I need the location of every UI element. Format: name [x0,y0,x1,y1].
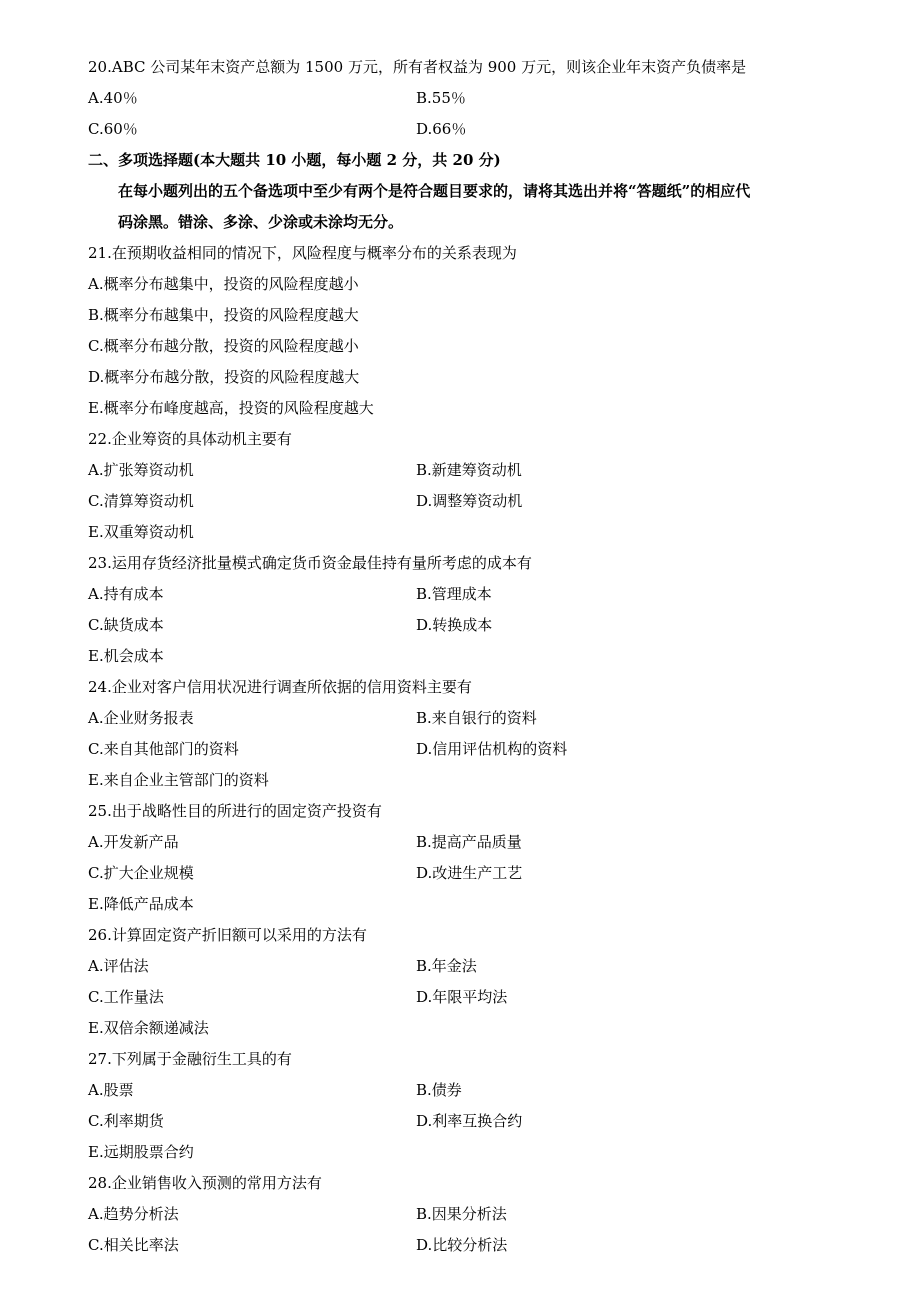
q20-option-a: A.40％ [88,89,138,107]
q21-stem: 21.在预期收益相同的情况下，风险程度与概率分布的关系表现为 [88,244,517,262]
q27-stem: 27.下列属于金融衍生工具的有 [88,1050,292,1068]
q26-options-row-1 [88,951,848,982]
q28-options-row-2 [88,1230,848,1261]
q25-stem: 25.出于战略性目的所进行的固定资产投资有 [88,802,382,820]
q20-stem: 20.ABC 公司某年末资产总额为 1500 万元，所有者权益为 900 万元，则该企业年末资产负债率是 [88,58,747,76]
q26-options-row-2 [88,982,848,1013]
q21-option-b: B.概率分布越集中，投资的风险程度越大 [88,306,359,324]
q22-option-b: B.新建筹资动机 [416,461,522,479]
q26-stem: 26.计算固定资产折旧额可以采用的方法有 [88,926,367,944]
q25-option-e: E.降低产品成本 [88,895,194,913]
q24-option-c: C.来自其他部门的资料 [88,740,239,758]
q21-option-e: E.概率分布峰度越高，投资的风险程度越大 [88,399,374,417]
q22-option-e: E.双重筹资动机 [88,523,194,541]
q24-options-row-1 [88,703,848,734]
q28-option-c: C.相关比率法 [88,1236,179,1254]
q24-options-row-2 [88,734,848,765]
q24-option-b: B.来自银行的资料 [416,709,537,727]
q27-option-d: D.利率互换合约 [416,1112,523,1130]
q23-option-e: E.机会成本 [88,647,164,665]
q22-option-c: C.清算筹资动机 [88,492,194,510]
q25-options-row-1 [88,827,848,858]
q26-option-d: D.年限平均法 [416,988,508,1006]
q20-options-row-2 [88,114,848,145]
section2-instruction-line1: 在每小题列出的五个备选项中至少有两个是符合题目要求的，请将其选出并将“答题纸”的相应代 [118,182,751,200]
q20-option-c: C.60％ [88,120,138,138]
q25-option-b: B.提高产品质量 [416,833,522,851]
q23-option-c: C.缺货成本 [88,616,164,634]
q22-option-a: A.扩张筹资动机 [88,461,194,479]
q22-option-d: D.调整筹资动机 [416,492,523,510]
q23-option-b: B.管理成本 [416,585,492,603]
exam-page [88,52,848,1261]
q23-option-d: D.转换成本 [416,616,493,634]
q20-option-d: D.66％ [416,120,467,138]
q22-options-row-1 [88,455,848,486]
q27-option-b: B.债券 [416,1081,462,1099]
q21-option-a: A.概率分布越集中，投资的风险程度越小 [88,275,359,293]
q28-options-row-1 [88,1199,848,1230]
q23-options-row-2 [88,610,848,641]
q26-option-a: A.评估法 [88,957,149,975]
q21-option-c: C.概率分布越分散，投资的风险程度越小 [88,337,359,355]
q27-options-row-2 [88,1106,848,1137]
q24-option-d: D.信用评估机构的资料 [416,740,568,758]
q28-stem: 28.企业销售收入预测的常用方法有 [88,1174,322,1192]
q27-options-row-1 [88,1075,848,1106]
q27-option-c: C.利率期货 [88,1112,164,1130]
q20-options-row-1 [88,83,848,114]
q27-option-e: E.远期股票合约 [88,1143,194,1161]
q25-option-d: D.改进生产工艺 [416,864,523,882]
q20-option-b: B.55％ [416,89,466,107]
q25-option-c: C.扩大企业规模 [88,864,194,882]
q28-option-a: A.趋势分析法 [88,1205,179,1223]
q26-option-b: B.年金法 [416,957,477,975]
q25-option-a: A.开发新产品 [88,833,179,851]
section2-title: 二、多项选择题(本大题共 10 小题，每小题 2 分，共 20 分) [88,151,501,169]
q28-option-b: B.因果分析法 [416,1205,507,1223]
q23-option-a: A.持有成本 [88,585,164,603]
q25-options-row-2 [88,858,848,889]
q26-option-e: E.双倍余额递减法 [88,1019,209,1037]
q22-stem: 22.企业筹资的具体动机主要有 [88,430,292,448]
q24-option-a: A.企业财务报表 [88,709,194,727]
q22-options-row-2 [88,486,848,517]
q23-stem: 23.运用存货经济批量模式确定货币资金最佳持有量所考虑的成本有 [88,554,532,572]
q24-option-e: E.来自企业主管部门的资料 [88,771,269,789]
q28-option-d: D.比较分析法 [416,1236,508,1254]
section2-instruction-line2: 码涂黑。错涂、多涂、少涂或未涂均无分。 [118,213,404,231]
q27-option-a: A.股票 [88,1081,134,1099]
q23-options-row-1 [88,579,848,610]
q21-option-d: D.概率分布越分散，投资的风险程度越大 [88,368,360,386]
q26-option-c: C.工作量法 [88,988,164,1006]
q24-stem: 24.企业对客户信用状况进行调查所依据的信用资料主要有 [88,678,472,696]
